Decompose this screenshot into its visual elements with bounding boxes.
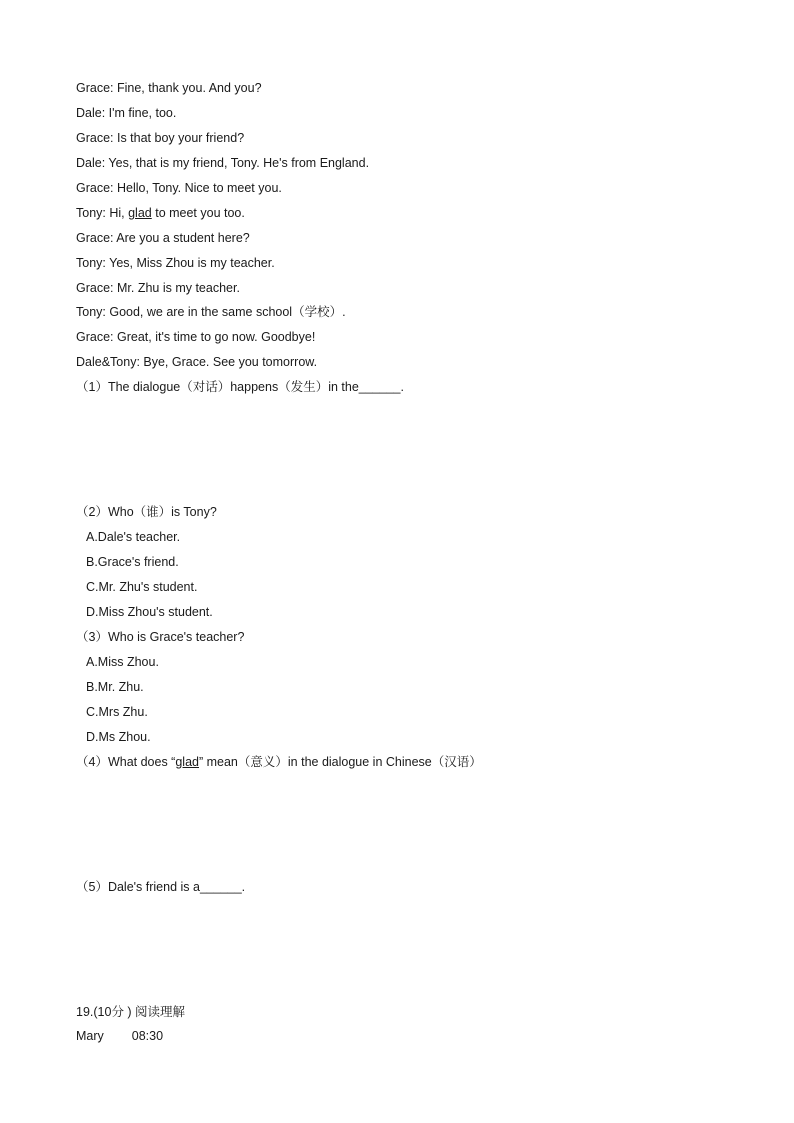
dialogue-line: Dale: Yes, that is my friend, Tony. He's from England. [76, 156, 370, 170]
option-a: A.Miss Zhou. [86, 655, 159, 669]
dialogue-line: Grace: Great, it's time to go now. Goodbye! [76, 330, 316, 344]
schedule-row [76, 1028, 163, 1044]
dialogue-line [76, 205, 245, 221]
option-c: C.Mrs Zhu. [86, 705, 148, 719]
dialogue-text: Tony: Hi, [76, 206, 129, 220]
question-text: （4）What does “ [76, 755, 176, 769]
question-3: （3）Who is Grace's teacher? [76, 630, 245, 644]
question-text: ” mean（意义）in the dialogue in Chinese（汉语） [198, 755, 482, 769]
dialogue-line: Dale: I'm fine, too. [76, 106, 177, 120]
dialogue-line: Grace: Hello, Tony. Nice to meet you. [76, 181, 282, 195]
dialogue-line: Grace: Are you a student here? [76, 231, 250, 245]
dialogue-line: Tony: Good, we are in the same school（学校）. [76, 305, 346, 319]
schedule-time: 08:30 [131, 1029, 164, 1043]
question-2: （2）Who（谁）is Tony? [76, 505, 217, 519]
question-4 [76, 754, 482, 770]
underlined-word: glad [128, 206, 152, 220]
option-b: B.Grace's friend. [86, 555, 179, 569]
dialogue-line: Grace: Mr. Zhu is my teacher. [76, 281, 240, 295]
section-heading: 19.(10分 ) 阅读理解 [76, 1005, 186, 1019]
option-c: C.Mr. Zhu's student. [86, 580, 198, 594]
underlined-word: glad [175, 755, 199, 769]
dialogue-text: to meet you too. [151, 206, 245, 220]
option-d: D.Ms Zhou. [86, 730, 151, 744]
dialogue-line: Dale&Tony: Bye, Grace. See you tomorrow. [76, 355, 318, 369]
option-a: A.Dale's teacher. [86, 530, 181, 544]
option-d: D.Miss Zhou's student. [86, 605, 213, 619]
question-1: （1）The dialogue（对话）happens（发生）in the______. [76, 380, 404, 394]
dialogue-line: Grace: Is that boy your friend? [76, 131, 245, 145]
option-b: B.Mr. Zhu. [86, 680, 144, 694]
dialogue-line: Grace: Fine, thank you. And you? [76, 81, 262, 95]
question-5: （5）Dale's friend is a______. [76, 880, 246, 894]
dialogue-line: Tony: Yes, Miss Zhou is my teacher. [76, 256, 275, 270]
schedule-name: Mary [76, 1029, 104, 1043]
